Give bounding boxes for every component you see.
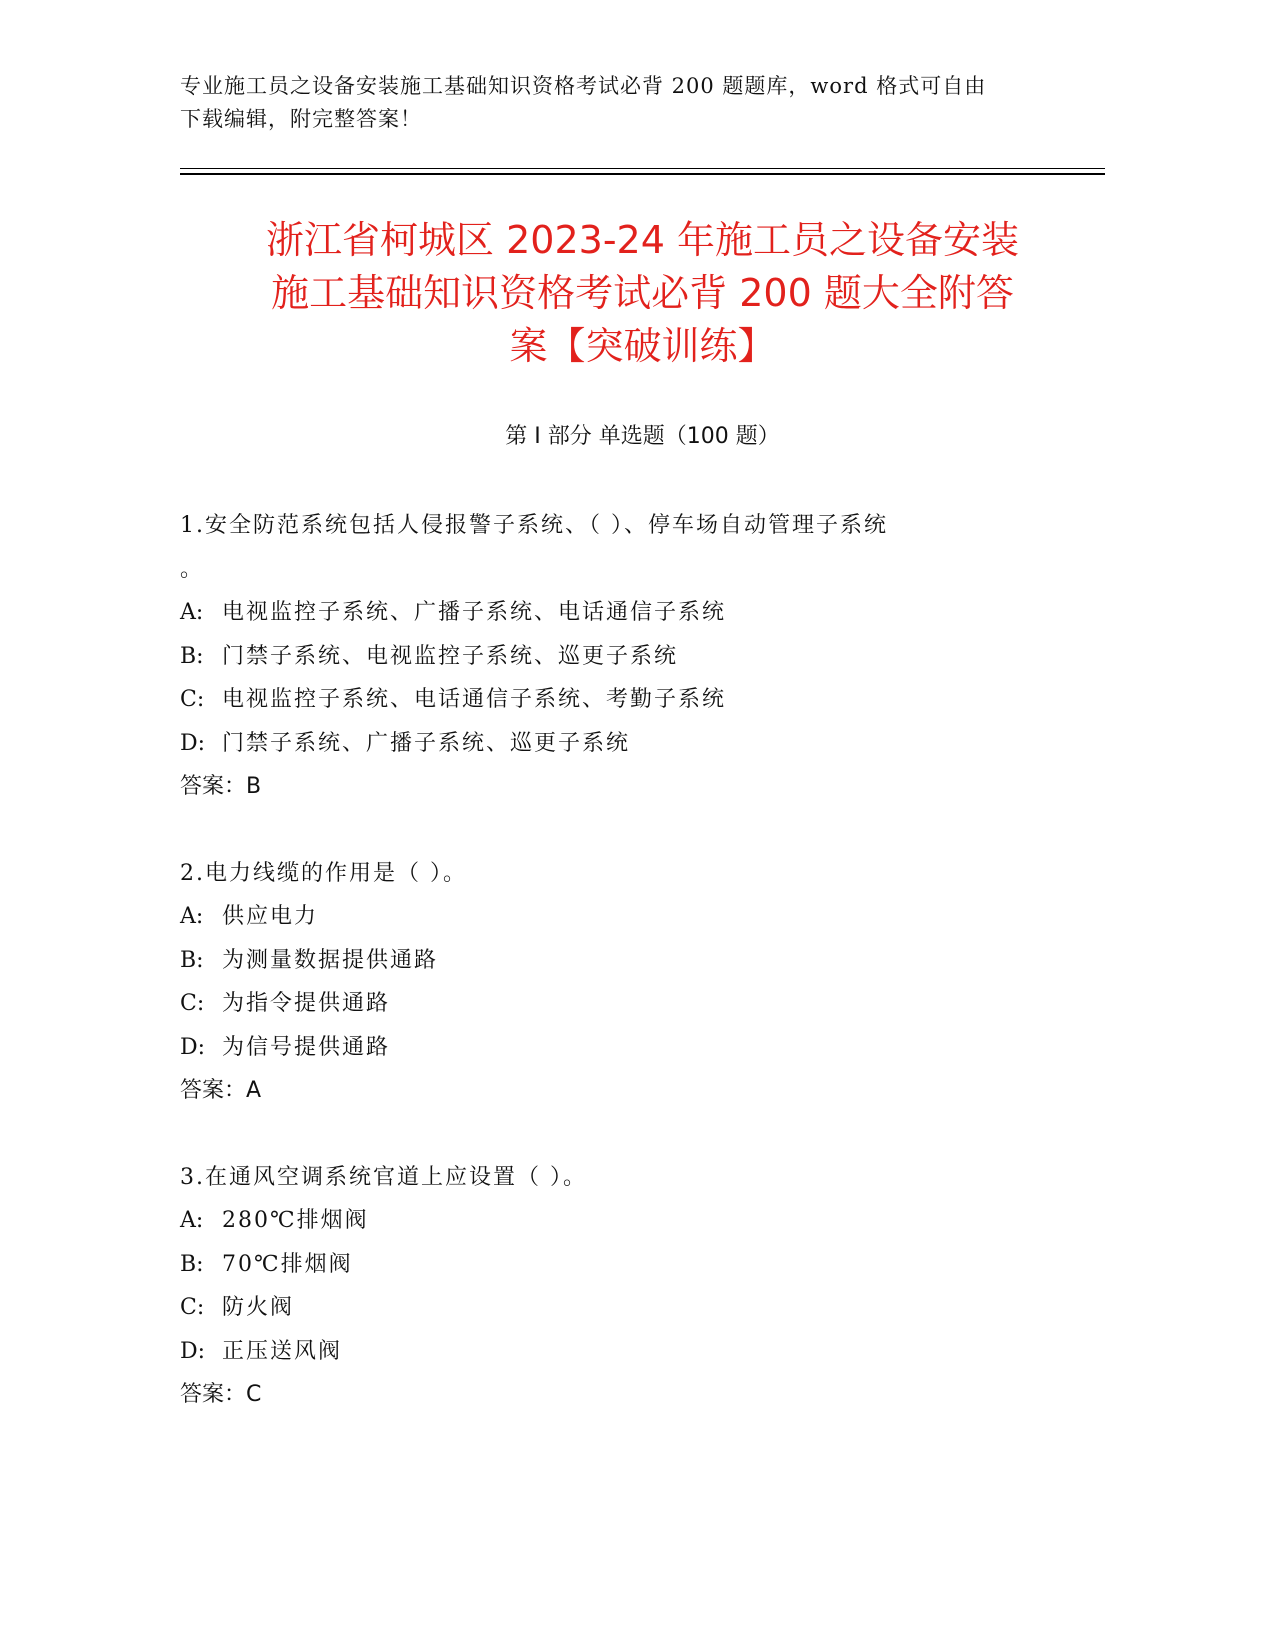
option-text: 280℃排烟阀	[222, 1208, 369, 1233]
option-letter: D:	[180, 1034, 206, 1060]
option-letter: D:	[180, 730, 206, 756]
header-divider-thick	[180, 173, 1105, 175]
option-letter: C:	[180, 991, 205, 1016]
option-letter: B:	[180, 643, 204, 669]
answer-line: 答案：B	[180, 774, 262, 799]
option-d	[180, 722, 1040, 766]
option-letter: A:	[180, 1208, 204, 1233]
answer-line: 答案：A	[180, 1078, 262, 1103]
option-letter: C:	[180, 1295, 205, 1320]
answer-line: 答案：C	[180, 1382, 262, 1407]
title-line-2: 施工基础知识资格考试必背 200 题大全附答	[271, 271, 1014, 315]
option-b	[180, 939, 1040, 983]
option-text: 电视监控子系统、广播子系统、电话通信子系统	[222, 600, 727, 625]
question-item	[180, 1156, 1040, 1417]
question-stem: 1.安全防范系统包括人侵报警子系统、（ ）、停车场自动管理子系统	[180, 513, 888, 538]
option-text: 门禁子系统、电视监控子系统、巡更子系统	[222, 643, 679, 669]
option-d	[180, 1026, 1040, 1070]
option-a	[180, 895, 1040, 939]
header-line-1: 专业施工员之设备安装施工基础知识资格考试必背 200 题题库，word 格式可自由	[180, 74, 987, 98]
question-list	[180, 504, 1040, 1460]
option-letter: D:	[180, 1338, 206, 1364]
title-line-1: 浙江省柯城区 2023-24 年施工员之设备安装	[266, 218, 1019, 262]
question-stem-continued: 。	[180, 556, 205, 582]
option-text: 电视监控子系统、电话通信子系统、考勤子系统	[222, 687, 727, 712]
question-item	[180, 852, 1040, 1113]
option-text: 供应电力	[222, 904, 319, 929]
option-letter: B:	[180, 1251, 204, 1277]
option-b	[180, 1243, 1040, 1287]
option-c	[180, 982, 1040, 1026]
option-letter: A:	[180, 904, 204, 929]
header-line-2: 下载编辑，附完整答案！	[180, 107, 422, 131]
option-text: 70℃排烟阀	[222, 1251, 353, 1277]
document-title	[180, 214, 1105, 373]
option-b	[180, 635, 1040, 679]
option-text: 防火阀	[222, 1295, 295, 1320]
option-text: 门禁子系统、广播子系统、巡更子系统	[222, 730, 631, 756]
question-item	[180, 504, 1040, 809]
header-divider-thin	[180, 168, 1105, 169]
question-stem: 2.电力线缆的作用是（ ）。	[180, 860, 467, 886]
option-letter: A:	[180, 600, 204, 625]
title-line-3: 案【突破训练】	[509, 324, 776, 368]
option-text: 为测量数据提供通路	[222, 947, 439, 973]
section-heading: 第 I 部分 单选题（100 题）	[505, 424, 780, 449]
page-header	[180, 70, 1060, 136]
question-stem: 3.在通风空调系统官道上应设置（ ）。	[180, 1164, 587, 1190]
option-a	[180, 591, 1040, 635]
option-letter: B:	[180, 947, 204, 973]
option-c	[180, 1286, 1040, 1330]
option-a	[180, 1199, 1040, 1243]
option-c	[180, 678, 1040, 722]
option-d	[180, 1330, 1040, 1374]
option-text: 正压送风阀	[222, 1338, 343, 1364]
option-text: 为信号提供通路	[222, 1034, 391, 1060]
option-text: 为指令提供通路	[222, 991, 391, 1016]
option-letter: C:	[180, 687, 205, 712]
